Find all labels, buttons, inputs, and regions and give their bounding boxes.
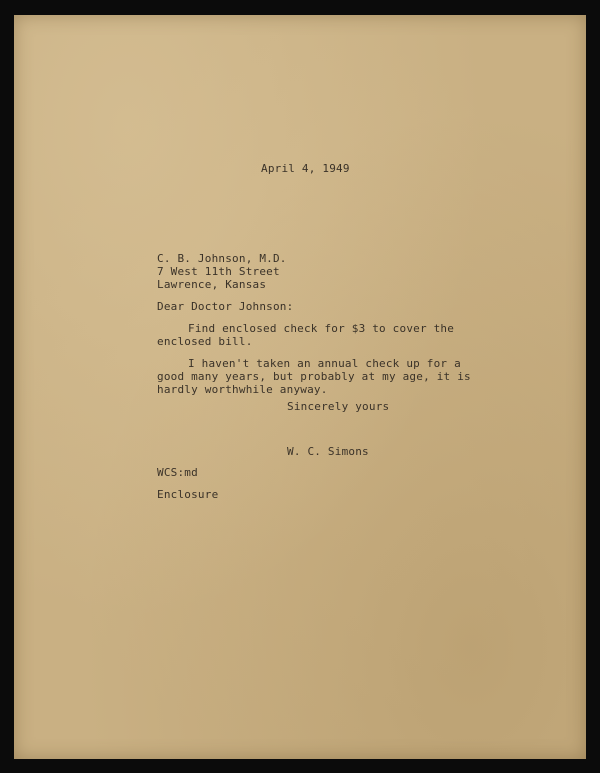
paragraph1-line1: Find enclosed check for $3 to cover the xyxy=(188,322,455,335)
letter-date: April 4, 1949 xyxy=(261,162,350,175)
reference-initials: WCS:md xyxy=(157,466,198,479)
recipient-name: C. B. Johnson, M.D. xyxy=(157,252,287,265)
salutation: Dear Doctor Johnson: xyxy=(157,300,294,313)
closing: Sincerely yours xyxy=(287,400,390,413)
signature-name: W. C. Simons xyxy=(287,445,369,458)
recipient-street: 7 West 11th Street xyxy=(157,265,280,278)
letter-paper xyxy=(14,15,586,759)
paragraph2-line3: hardly worthwhile anyway. xyxy=(157,383,328,396)
paragraph1-line2: enclosed bill. xyxy=(157,335,253,348)
paragraph2-line2: good many years, but probably at my age, it is xyxy=(157,370,471,383)
recipient-city: Lawrence, Kansas xyxy=(157,278,267,291)
paragraph2-line1: I haven't taken an annual check up for a xyxy=(188,357,461,370)
enclosure-note: Enclosure xyxy=(157,488,219,501)
